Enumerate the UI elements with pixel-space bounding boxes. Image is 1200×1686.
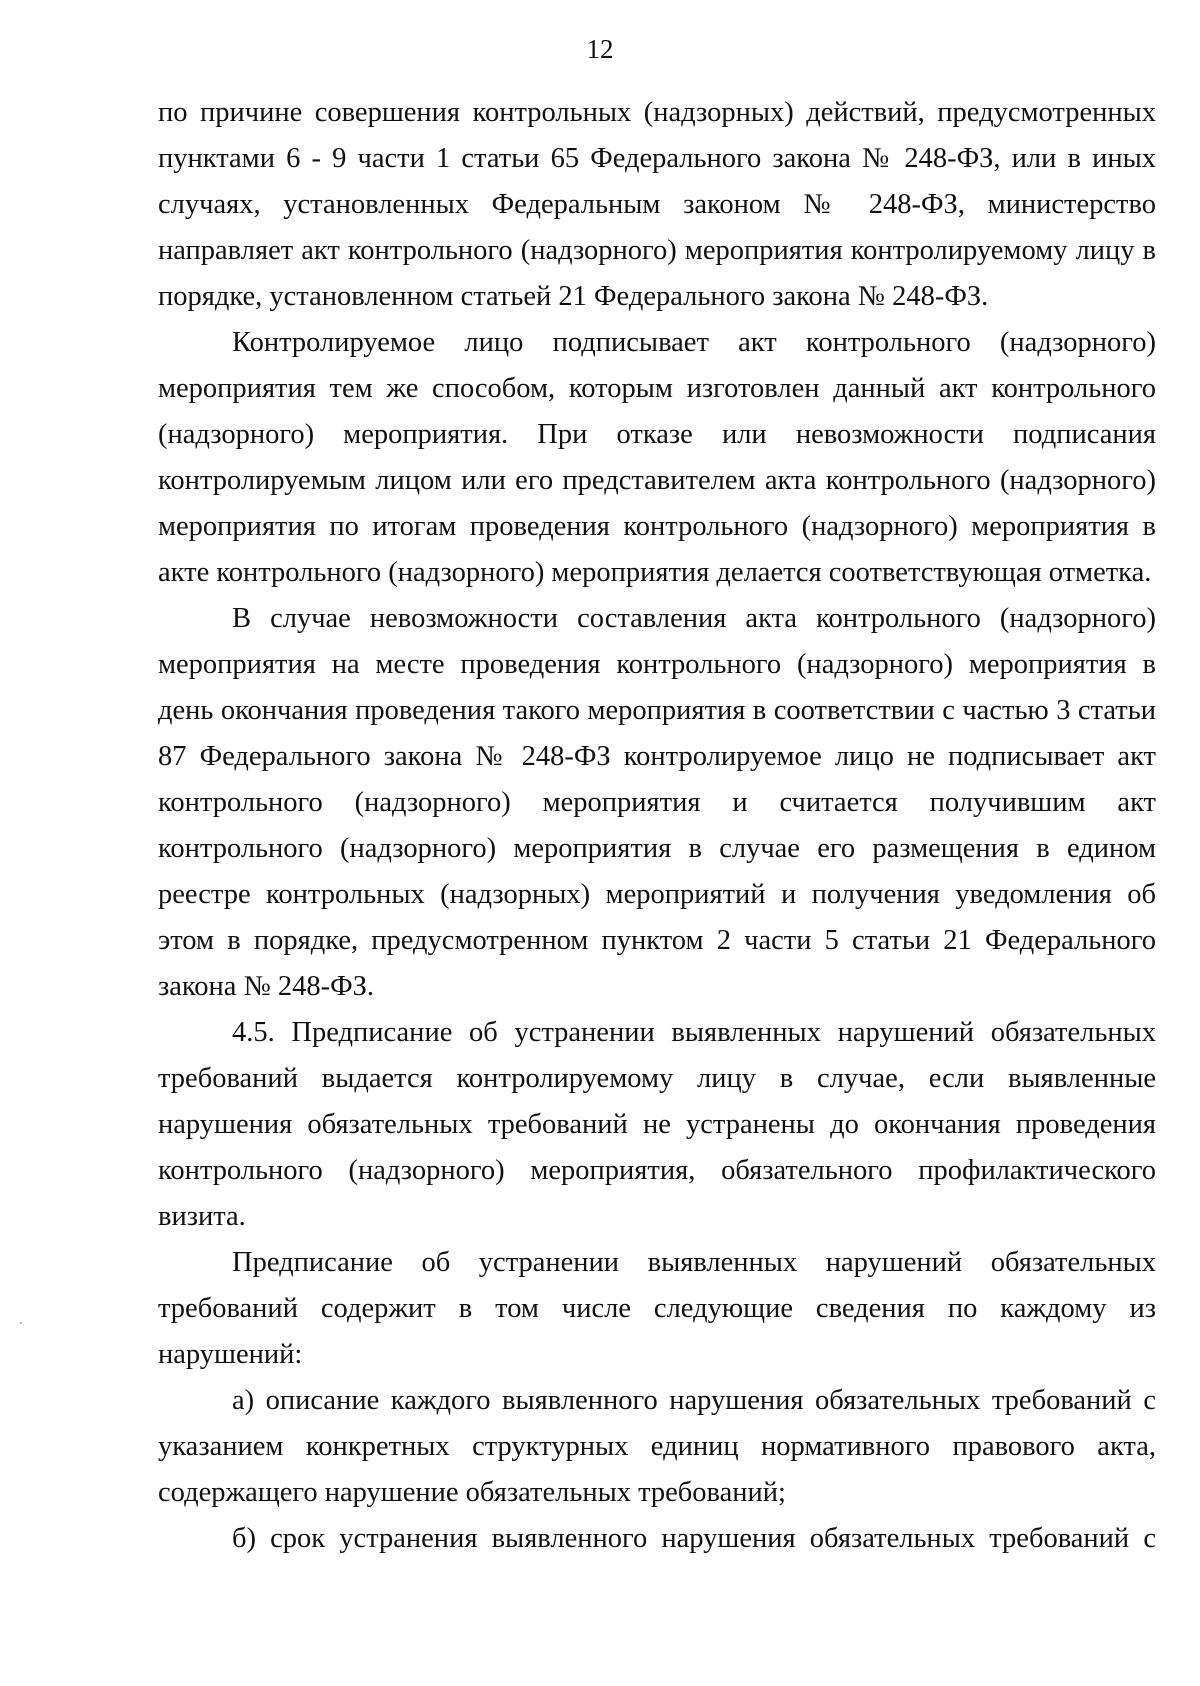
list-item-b: б) срок устранения выявленного нарушения обязательных требований с: [232, 1523, 1156, 1554]
paragraph-prescription-contents: Предписание об устранении выявленных нарушений обязательных требований содержит в том числе следующие сведения по каждому из нарушений:: [158, 1247, 1156, 1370]
page-number: 12: [586, 34, 614, 64]
document-body: [158, 90, 1156, 1562]
paragraph-continuation: по причине совершения контрольных (надзорных) действий, предусмотренных пунктами 6 - 9 части 1 статьи 65 Федерального закона № 248-ФЗ, или в иных случаях, установленных Федеральным законом № 248-ФЗ, министерство направляет акт контрольного (надзорного) мероприятия контролируемому лицу в порядке, установленном статьей 21 Федерального закона № 248-ФЗ.: [158, 97, 1156, 312]
list-item-a: а) описание каждого выявленного нарушения обязательных требований с указанием конкретных структурных единиц нормативного правового акта, содержащего нарушение обязательных требований;: [158, 1385, 1156, 1508]
paragraph-section-4-5: 4.5. Предписание об устранении выявленных нарушений обязательных требований выдается контролируемому лицу в случае, если выявленные нарушения обязательных требований не устранены до окончания проведения контрольного (надзорного) мероприятия, обязательного профилактического визита.: [158, 1017, 1156, 1232]
scan-artifact: [20, 1322, 22, 1324]
paragraph-impossibility: В случае невозможности составления акта контрольного (надзорного) мероприятия на месте проведения контрольного (надзорного) мероприятия в день окончания проведения такого мероприятия в соответствии с частью 3 статьи 87 Федерального закона № 248-ФЗ контролируемое лицо не подписывает акт контрольного (надзорного) мероприятия и считается получившим акт контрольного (надзорного) мероприятия в случае его размещения в едином реестре контрольных (надзорных) мероприятий и получения уведомления об этом в порядке, предусмотренном пунктом 2 части 5 статьи 21 Федерального закона № 248-ФЗ.: [158, 603, 1156, 1002]
paragraph-signing: Контролируемое лицо подписывает акт контрольного (надзорного) мероприятия тем же способом, которым изготовлен данный акт контрольного (надзорного) мероприятия. При отказе или невозможности подписания контролируемым лицом или его представителем акта контрольного (надзорного) мероприятия по итогам проведения контрольного (надзорного) мероприятия в акте контрольного (надзорного) мероприятия делается соответствующая отметка.: [158, 327, 1156, 588]
